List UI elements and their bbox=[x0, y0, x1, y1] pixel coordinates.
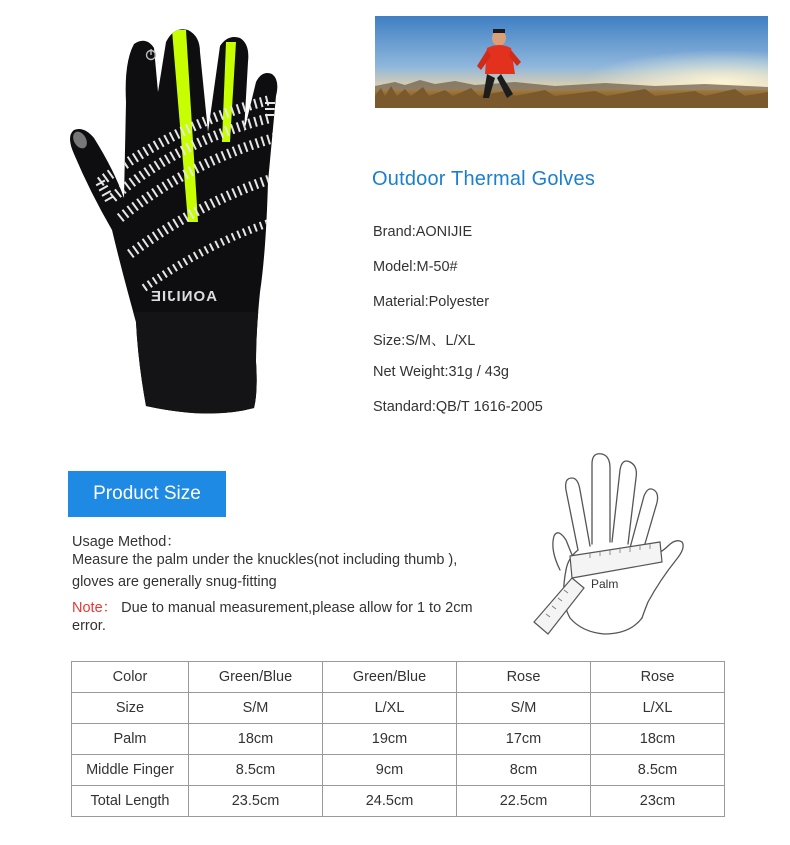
table-cell: Rose bbox=[457, 662, 591, 693]
size-table bbox=[71, 661, 725, 817]
spec-material: Material:Polyester bbox=[373, 294, 490, 310]
spec-brand: Brand:AONIJIE bbox=[373, 224, 473, 240]
row-header: Total Length bbox=[72, 786, 189, 817]
usage-title: Usage Method： bbox=[72, 534, 181, 550]
product-size-banner: Product Size bbox=[68, 471, 226, 517]
table-cell: L/XL bbox=[323, 693, 457, 724]
usage-line-1: Measure the palm under the knuckles(not including thumb ), bbox=[72, 552, 458, 568]
table-row bbox=[72, 693, 725, 724]
table-cell: 9cm bbox=[323, 755, 457, 786]
table-cell: L/XL bbox=[591, 693, 725, 724]
palm-label: Palm bbox=[591, 577, 619, 591]
row-header: Size bbox=[72, 693, 189, 724]
table-cell: 8cm bbox=[457, 755, 591, 786]
table-cell: Rose bbox=[591, 662, 725, 693]
table-cell: Green/Blue bbox=[323, 662, 457, 693]
spec-standard: Standard:QB/T 1616-2005 bbox=[373, 399, 543, 415]
product-title: Outdoor Thermal Golves bbox=[372, 168, 596, 190]
table-cell: 23cm bbox=[591, 786, 725, 817]
table-row bbox=[72, 662, 725, 693]
table-cell: 17cm bbox=[457, 724, 591, 755]
table-cell: 18cm bbox=[591, 724, 725, 755]
row-header: Color bbox=[72, 662, 189, 693]
table-row bbox=[72, 724, 725, 755]
table-cell: 19cm bbox=[323, 724, 457, 755]
note-line-1: Due to manual measurement,please allow for 1 to 2cm bbox=[117, 600, 473, 616]
hand-measurement-diagram bbox=[520, 450, 690, 645]
table-row bbox=[72, 786, 725, 817]
table-cell: 8.5cm bbox=[591, 755, 725, 786]
note-label: Note： bbox=[72, 600, 118, 616]
note-text bbox=[72, 596, 473, 617]
table-cell: 24.5cm bbox=[323, 786, 457, 817]
row-header: Middle Finger bbox=[72, 755, 189, 786]
table-cell: 8.5cm bbox=[189, 755, 323, 786]
spec-size: Size:S/M、L/XL bbox=[373, 333, 476, 349]
spec-net-weight: Net Weight:31g / 43g bbox=[373, 364, 509, 380]
table-cell: 22.5cm bbox=[457, 786, 591, 817]
table-cell: 18cm bbox=[189, 724, 323, 755]
table-row bbox=[72, 755, 725, 786]
spec-model: Model:M-50# bbox=[373, 259, 458, 275]
table-cell: S/M bbox=[457, 693, 591, 724]
table-cell: S/M bbox=[189, 693, 323, 724]
row-header: Palm bbox=[72, 724, 189, 755]
hero-running-photo bbox=[375, 16, 768, 108]
usage-line-2: gloves are generally snug-fitting bbox=[72, 574, 277, 590]
note-line-2: error. bbox=[72, 618, 106, 634]
glove-image bbox=[60, 22, 290, 417]
glove-logo: AONIJIE bbox=[150, 288, 218, 305]
table-cell: 23.5cm bbox=[189, 786, 323, 817]
table-cell: Green/Blue bbox=[189, 662, 323, 693]
